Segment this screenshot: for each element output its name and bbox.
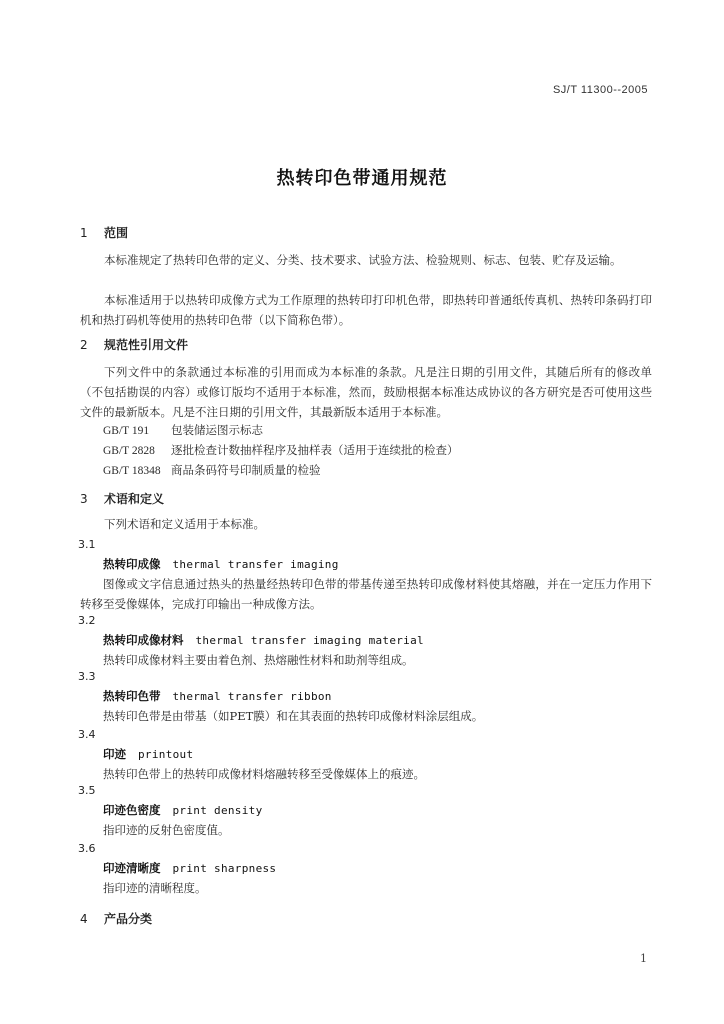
scope-paragraph-1: 本标准规定了热转印色带的定义、分类、技术要求、试验方法、检验规则、标志、包装、贮存及运输。 [104, 253, 622, 267]
reference-title: 逐批检查计数抽样程序及抽样表（适用于连续批的检查） [171, 443, 459, 457]
section-title: 术语和定义 [104, 492, 165, 506]
term-english: print sharpness [172, 862, 277, 875]
reference-code: GB/T 2828 [103, 445, 155, 457]
subclause-number: 3.3 [78, 670, 96, 683]
section-title: 范围 [104, 226, 129, 240]
reference-title: 包装储运图示标志 [171, 423, 263, 437]
document-title: 热转印色带通用规范 [276, 168, 448, 189]
term-heading [103, 860, 276, 876]
subclause-number: 3.2 [78, 614, 96, 627]
term-chinese: 印迹清晰度 [103, 861, 161, 875]
scope-paragraph-2: 本标准适用于以热转印成像方式为工作原理的热转印打印机色带，即热转印普通纸传真机、热转印条码打印机和热打码机等使用的热转印色带（以下简称色带）。 [80, 293, 652, 327]
term-chinese: 热转印色带 [103, 689, 161, 703]
term-english: print density [172, 804, 263, 817]
term-english: thermal transfer ribbon [172, 690, 332, 703]
reference-item [103, 462, 321, 478]
subclause-number: 3.6 [78, 842, 96, 855]
term-chinese: 热转印成像 [103, 557, 161, 571]
term-chinese: 热转印成像材料 [103, 633, 184, 647]
terms-intro: 下列术语和定义适用于本标准。 [104, 517, 265, 531]
subclause-number: 3.4 [78, 728, 96, 741]
term-heading [103, 688, 332, 704]
reference-title: 商品条码符号印制质量的检验 [171, 463, 321, 477]
subclause-number: 3.5 [78, 784, 96, 797]
term-definition: 热转印色带上的热转印成像材料熔融转移至受像媒体上的痕迹。 [103, 767, 425, 781]
term-heading [103, 632, 424, 648]
reference-code: GB/T 18348 [103, 465, 161, 477]
term-heading [103, 746, 193, 762]
section-1-heading [80, 224, 128, 241]
section-4-heading [80, 910, 152, 927]
references-paragraph: 下列文件中的条款通过本标准的引用而成为本标准的条款。凡是注日期的引用文件，其随后所有的修改单（不包括勘误的内容）或修订版均不适用于本标准，然而，鼓励根据本标准达成协议的各方研究是否可使用这些文件的最新版本。凡是不注日期的引用文件，其最新版本适用于本标准。 [80, 365, 652, 419]
section-number: 1 [80, 226, 88, 240]
reference-item [103, 422, 263, 438]
term-english: thermal transfer imaging material [195, 634, 424, 647]
section-title: 产品分类 [104, 912, 153, 926]
standard-code: SJ/T 11300--2005 [552, 84, 648, 96]
page-number: 1 [640, 952, 647, 965]
term-english: printout [138, 748, 194, 761]
term-chinese: 印迹 [103, 747, 126, 761]
term-definition: 热转印成像材料主要由着色剂、热熔融性材料和助剂等组成。 [103, 653, 414, 667]
term-chinese: 印迹色密度 [103, 803, 161, 817]
section-number: 3 [80, 492, 88, 506]
section-3-heading [80, 490, 164, 507]
section-number: 4 [80, 912, 88, 926]
term-definition: 指印迹的清晰程度。 [103, 881, 207, 895]
section-2-heading [80, 336, 188, 353]
term-definition: 热转印色带是由带基（如PET膜）和在其表面的热转印成像材料涂层组成。 [103, 709, 484, 723]
section-number: 2 [80, 338, 88, 352]
term-definition: 图像或文字信息通过热头的热量经热转印色带的带基传递至热转印成像材料使其熔融，并在一定压力作用下转移至受像媒体，完成打印输出一种成像方法。 [80, 577, 652, 611]
reference-item [103, 442, 459, 458]
reference-code: GB/T 191 [103, 425, 150, 437]
term-english: thermal transfer imaging [172, 558, 339, 571]
term-heading [103, 556, 339, 572]
term-definition: 指印迹的反射色密度值。 [103, 823, 230, 837]
term-heading [103, 802, 263, 818]
section-title: 规范性引用文件 [104, 338, 189, 352]
subclause-number: 3.1 [78, 538, 96, 551]
